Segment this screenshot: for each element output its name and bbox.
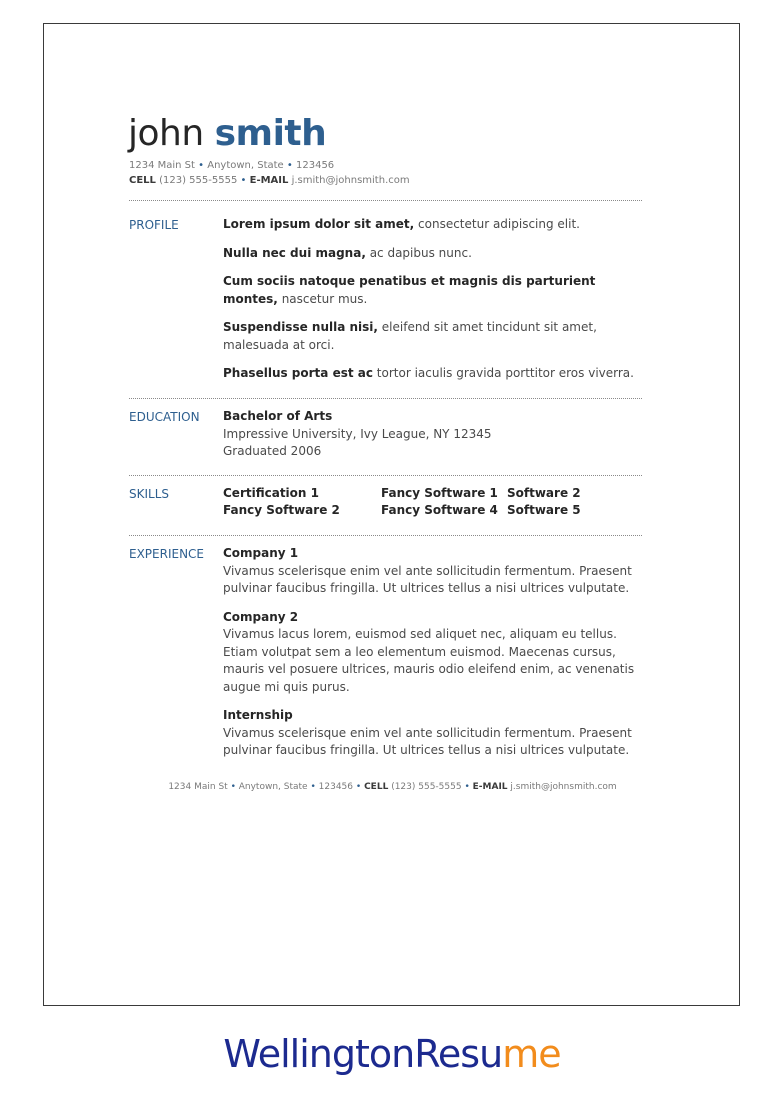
job-text: Vivamus scelerisque enim vel ante sollicitudin fermentum. Praesent pulvinar faucibus fringilla. Ut ultrices tellus a nisi ultrices vulputate.: [223, 563, 632, 595]
school: Impressive University, Ivy League, NY 12345: [223, 426, 492, 441]
logo-accent: me: [502, 1032, 561, 1076]
section-label-experience: EXPERIENCE: [129, 547, 205, 561]
skill-item: Software 2: [507, 486, 581, 500]
section-label-skills: SKILLS: [129, 487, 170, 501]
profile-item: Phasellus porta est ac tortor iaculis gravida porttitor eros viverra.: [223, 366, 634, 380]
profile-item: Suspendisse nulla nisi, eleifend sit amet tincidunt sit amet, malesuada at orci.: [223, 320, 597, 352]
divider: [129, 535, 642, 536]
education-body: [223, 408, 648, 461]
cell-value: (123) 555-5555: [159, 175, 238, 186]
profile-item: Lorem ipsum dolor sit amet, consectetur adipiscing elit.: [223, 217, 580, 231]
job-entry: [223, 609, 648, 697]
section-label-profile: PROFILE: [129, 218, 179, 232]
profile-item: Cum sociis natoque penatibus et magnis dis parturient montes, nascetur mus.: [223, 274, 596, 306]
job-title: Company 1: [223, 546, 299, 560]
skill-item: Fancy Software 1: [381, 486, 498, 500]
last-name: smith: [214, 113, 327, 154]
skill-item: Certification 1: [223, 486, 319, 500]
job-title: Company 2: [223, 609, 299, 624]
profile-item: Nulla nec dui magna, ac dapibus nunc.: [223, 245, 472, 260]
skill-item: Software 5: [507, 503, 581, 517]
resume-page: [43, 23, 740, 1006]
skill-item: Fancy Software 4: [381, 503, 498, 517]
city: Anytown, State: [207, 160, 284, 171]
phone-email-line: CELL (123) 555-5555 • E-MAIL j.smith@johnsmith.com: [129, 175, 410, 186]
cell-label: CELL: [129, 175, 156, 186]
email-label: E-MAIL: [249, 175, 289, 186]
divider: [129, 398, 642, 399]
wellington-resume-logo: [0, 1030, 784, 1078]
job-entry: [223, 707, 648, 760]
profile-body: [223, 216, 648, 394]
skill-item: Fancy Software 2: [223, 503, 340, 517]
address-line: 1234 Main St • Anytown, State • 123456: [129, 160, 335, 171]
divider: [129, 475, 642, 476]
job-entry: [223, 545, 648, 598]
email-value: j.smith@johnsmith.com: [291, 175, 410, 186]
divider: [129, 200, 642, 201]
logo-main: WellingtonResu: [223, 1032, 503, 1076]
degree: Bachelor of Arts: [223, 409, 333, 423]
address: 1234 Main St: [129, 160, 195, 171]
graduated: Graduated 2006: [223, 444, 322, 458]
job-text: Vivamus lacus lorem, euismod sed aliquet nec, aliquam eu tellus. Etiam volutpat sem a leo elementum euismod. Maecenas cursus, mauris vel posuere ultrices, mauris odio eleifend enim, ac venenatis augue mi quis purus.: [223, 627, 635, 694]
job-text: Vivamus scelerisque enim vel ante sollicitudin fermentum. Praesent pulvinar faucibus fringilla. Ut ultrices tellus a nisi ultrices vulputate.: [223, 725, 632, 757]
resume-name: [128, 112, 326, 156]
resume-footer: 1234 Main St • Anytown, State • 123456 • CELL (123) 555-5555 • E-MAIL j.smith@johnsmith.com: [168, 782, 617, 792]
zip: 123456: [296, 160, 335, 171]
experience-body: [223, 545, 648, 771]
job-title: Internship: [223, 708, 293, 722]
section-label-education: EDUCATION: [129, 410, 200, 424]
first-name: john: [128, 113, 204, 154]
